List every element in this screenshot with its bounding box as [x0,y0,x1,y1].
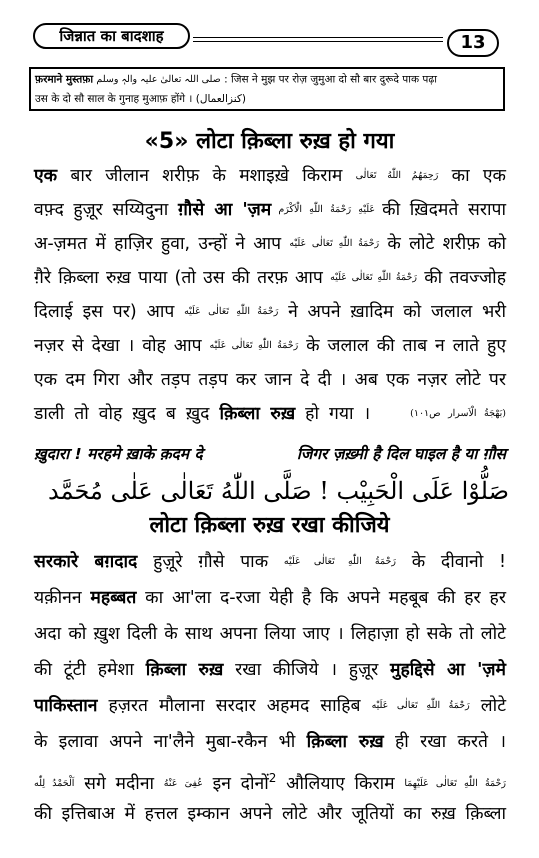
story-line-2 [34,198,506,222]
text: डाली तो वोह ख़ुद ब ख़ुद [34,404,220,424]
text: ग़ैरे क़िब्ला रुख़ पाया (तो उस की तरफ़ आप [34,268,331,288]
text: की ख़िदमते सरापा [382,200,507,220]
bold-text: पाकिस्तान [34,696,98,716]
bold-text: एक [34,166,58,186]
text: हो गया । [295,404,371,424]
text: इन दोनों [202,773,269,794]
section-line-4 [34,658,506,682]
story-line-6 [34,334,506,358]
header-rule-bottom [193,41,443,42]
text: के दीवानो ! [395,552,506,572]
arabic-honorific: عَلَیْهِ رَحْمَةُ اللّٰهِ الْاَكْرَم [271,204,383,215]
text: रखा कीजिये । हुज़ूर [223,660,391,680]
arabic-honorific: عُفِیَ عَنْهُ [163,777,203,789]
bold-text: क़िब्ला रुख़ [145,660,224,680]
arabic-praise: اَلْحَمْدُ لِلّٰه [34,777,75,789]
text: हुज़ूरे ग़ौसे पाक [137,552,284,572]
section-title: लोटा क़िब्ला रुख़ रखा कीजिये [149,513,390,538]
text: वफ़्द हुज़ूर सय्यिदुना [34,200,178,220]
section-line-7 [34,766,506,796]
salat-call: صَلُّوْا عَلَی الْحَبِیْب ! [319,477,509,505]
story-line-7: एक दम गिरा और तड़प तड़प कर जान दे दी । अब एक नज़र लोटे पर [34,370,506,390]
hadith-box [29,67,505,111]
text: के जलाल की ताब न लाते हुए [298,336,506,356]
page-number: 13 [447,29,499,57]
text: ने अपने ख़ादिम को जलाल भरी [278,302,506,322]
text: औलियाए किराम [276,773,405,794]
bold-text: क़िब्ला रुख़ [219,404,296,424]
text: की टूंटी हमेशा [34,660,146,680]
arabic-honorific: رَحْمَةُ اللّٰهِ تَعَالٰی عَلَیْه [330,272,417,283]
story-line-3 [34,232,506,256]
hadith-line-1 [35,70,499,90]
bold-text: महब्बत [90,588,137,608]
book-title: जिन्नात का बादशाह [33,23,190,49]
section-line-2 [34,586,506,610]
bold-text: मुहद्दिसे आ 'ज़मे [390,660,506,680]
salat-response: صَلَّی اللّٰهُ تَعَالٰی عَلٰی مُحَمَّد [48,477,312,505]
section-line-3: अदा को ख़ुश दिली के साथ अपना लिया जाए । लिहाज़ा हो सके तो लोटे [34,624,506,644]
text: नज़र से देखा । वोह आप [34,336,210,356]
verse-right: जिगर ज़ख़्मी है दिल घाइल है या ग़ौस [296,445,506,463]
text: दिलाई इस पर) आप [34,302,185,322]
story-line-5 [34,300,506,324]
section-line-1 [34,550,506,574]
hadith-line-2: उस के दो सौ साल के गुनाह मुआफ़ होंगे । (کنزالعمال) [35,92,246,105]
arabic-honorific: رَحْمَةُ اللّٰهِ تَعَالٰی عَلَیْه [184,306,279,317]
text: हज़रत मौलाना सरदार अहमद साहिब [97,696,372,716]
arabic-honorific: رَحِمَهُمُ اللّٰهُ تَعَالٰی [355,170,439,181]
hadith-arabic: صلی اللہ تعالیٰ علیہ والہٖ وسلم [96,74,221,85]
header-rule-top [193,37,443,38]
text: ही रखा करते । [383,732,506,752]
bold-text: ग़ौसे आ 'ज़म [177,200,272,220]
verse-left: ख़ुदारा ! मरहमे ख़ाके क़दम दे [34,445,203,463]
section-line-6 [34,730,506,754]
story-line-4 [34,266,506,290]
text: की तवज्जोह [416,268,506,288]
text: अ-ज़मत में हाज़िर हुवा, उन्हों ने आप [34,234,290,254]
text: का आ'ला द-रजा येही है कि अपने महबूब की हर हर [136,588,506,608]
arabic-honorific: رَحْمَةُ اللّٰهِ تَعَالٰی عَلَیْه [371,700,470,711]
arabic-honorific: رَحْمَةُ اللّٰهِ تَعَالٰی عَلَیْهِمَا [404,777,506,789]
story-title: «5» लोटा क़िब्ला रुख़ हो गया [144,129,395,154]
arabic-honorific: رَحْمَةُ اللّٰهِ تَعَالٰی عَلَیْه [209,340,299,351]
arabic-honorific: رَحْمَةُ اللّٰهِ تَعَالٰی عَلَیْه [289,238,380,249]
arabic-honorific: رَحْمَةُ اللّٰهِ تَعَالٰی عَلَیْه [283,556,396,567]
text: यक़ीनन [34,588,91,608]
text: का एक [438,166,506,186]
reference-citation: (بَهْجَةُ الْاَسرار ص۱۰۱) [410,408,506,419]
bold-text: सरकारे बग़दाद [34,552,138,572]
story-line-1 [34,164,506,188]
section-line-8: की इत्तिबाअ में हत्तल इम्कान अपने लोटे और जूतियों का रुख़ क़िब्ला [34,804,506,824]
salat-line [0,476,539,506]
text: के इलावा अपने ना'लैने मुबा-रकैन भी [34,732,307,752]
story-line-8 [34,402,506,426]
text: सगे मदीना [74,773,164,794]
bold-text: क़िब्ला रुख़ [306,732,384,752]
section-line-5 [34,694,506,718]
text: लोटे [469,696,507,716]
hadith-text-1: : जिस ने मुझ पर रोज़ जुमुआ दो सौ बार दुरूदे पाक पढ़ा [224,73,437,86]
superscript: 2 [268,771,277,785]
text: बार जीलान शरीफ़ के मशाइख़े किराम [57,166,356,186]
hadith-label: फ़रमाने मुस्तफ़ा [35,73,94,86]
text: के लोटे शरीफ़ को [379,234,506,254]
